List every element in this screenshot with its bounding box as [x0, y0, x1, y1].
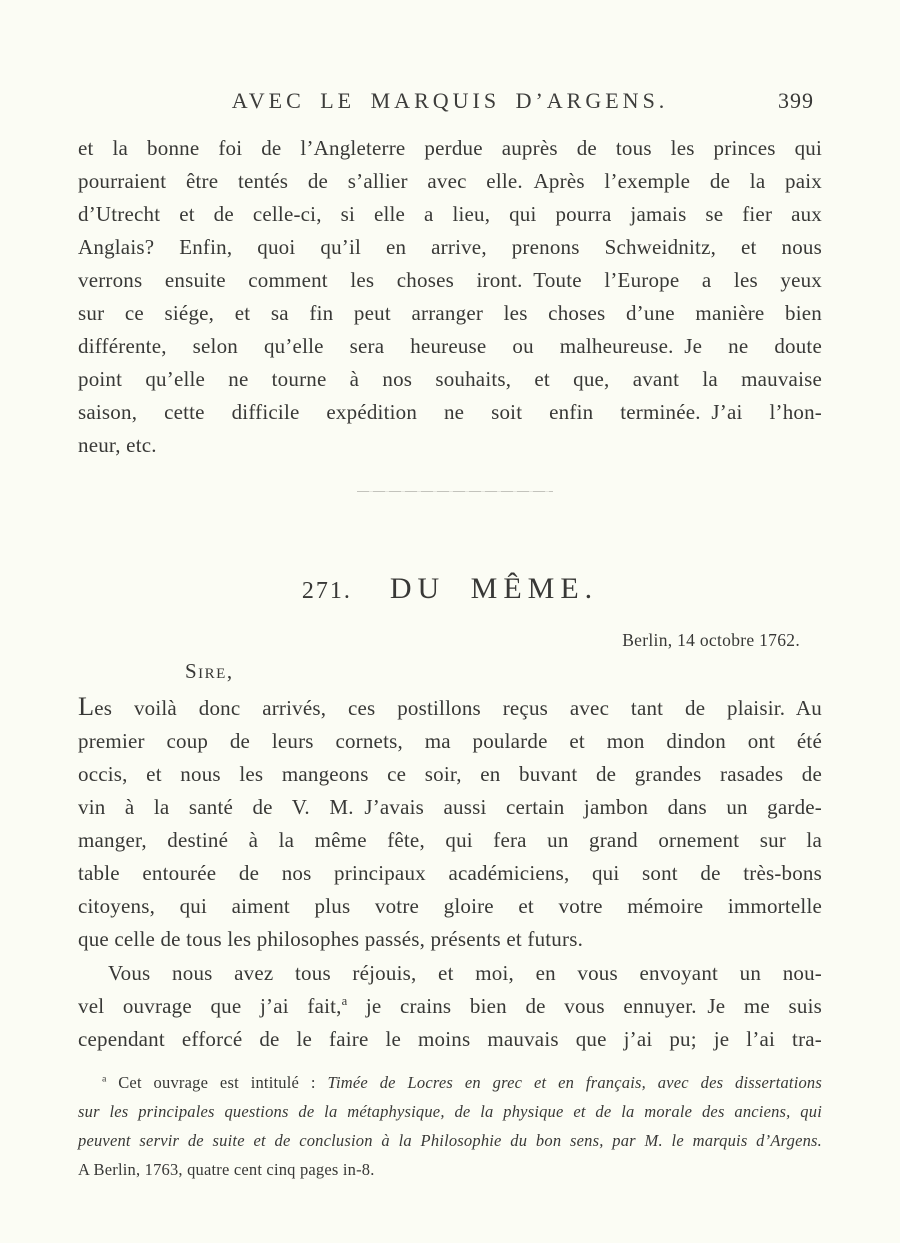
dateline: Berlin, 14 octobre 1762.	[622, 630, 800, 650]
text-line: verrons ensuite comment les choses iront. Toute l’Europe a les yeux	[78, 268, 822, 292]
text-line: d’Utrecht et de celle-ci, si elle a lieu, qui pourra jamais se fier aux	[78, 202, 822, 226]
running-head	[78, 88, 822, 118]
text-line: sur ce siége, et sa fin peut arranger les choses d’une manière bien	[78, 301, 822, 325]
section-number: 271.	[301, 578, 352, 604]
text-line: Anglais? Enfin, quoi qu’il en arrive, prenons Schweidnitz, et nous	[78, 235, 822, 259]
letter-paragraph-1	[78, 692, 822, 956]
footnote	[78, 1068, 822, 1184]
text-line: Vous nous avez tous réjouis, et moi, en vous envoyant un nou-	[108, 961, 822, 985]
section-divider	[357, 491, 553, 492]
text-line: manger, destiné à la même fête, qui fera un grand ornement sur la	[78, 828, 822, 852]
letter-paragraph-2	[78, 957, 822, 1056]
text-line: A Berlin, 1763, quatre cent cinq pages in-8.	[78, 1160, 375, 1179]
text-line: table entourée de nos principaux académiciens, qui sont de très-bons	[78, 861, 822, 885]
text-line: vin à la santé de V. M. J’avais aussi certain jambon dans un garde-	[78, 795, 822, 819]
text-line: saison, cette difficile expédition ne soit enfin terminée. J’ai l’hon-	[78, 400, 822, 424]
text-line: $^a$ Cet ouvrage est intitulé : Timée de Locres en grec et en français, avec des dissertations	[102, 1073, 822, 1092]
continuation-paragraph	[78, 132, 822, 462]
section-heading	[78, 572, 822, 606]
text-line: pourraient être tentés de s’allier avec elle. Après l’exemple de la paix	[78, 169, 822, 193]
running-title: AVEC LE MARQUIS D’ARGENS.	[231, 88, 669, 113]
text-line: que celle de tous les philosophes passés, présents et futurs.	[78, 927, 584, 951]
text-line: citoyens, qui aiment plus votre gloire et votre mémoire immortelle	[78, 894, 822, 918]
salutation: Sire,	[185, 659, 234, 683]
text-line: peuvent servir de suite et de conclusion à la Philosophie du bon sens, par M. le marquis d’Argens.	[78, 1131, 822, 1150]
text-line: cependant efforcé de le faire le moins mauvais que j’ai pu; je l’ai tra-	[78, 1027, 822, 1051]
text-line: Les voilà donc arrivés, ces postillons reçus avec tant de plaisir. Au	[78, 692, 822, 721]
text-line: occis, et nous les mangeons ce soir, en buvant de grandes rasades de	[78, 762, 822, 786]
text-line: point qu’elle ne tourne à nos souhaits, et que, avant la mauvaise	[78, 367, 822, 391]
section-title: DU MÊME.	[389, 572, 599, 605]
text-line: sur les principales questions de la métaphysique, de la physique et de la morale des anciens, qui	[78, 1102, 822, 1121]
text-line: neur, etc.	[78, 433, 157, 457]
text-line: et la bonne foi de l’Angleterre perdue auprès de tous les princes qui	[78, 136, 822, 160]
page-number: 399	[778, 88, 814, 113]
text-line: différente, selon qu’elle sera heureuse ou malheureuse. Je ne doute	[78, 334, 822, 358]
text-line: vel ouvrage que j’ai fait,$^a$ je crains bien de vous ennuyer. Je me suis	[78, 994, 822, 1018]
text-line: premier coup de leurs cornets, ma poularde et mon dindon ont été	[78, 729, 822, 753]
